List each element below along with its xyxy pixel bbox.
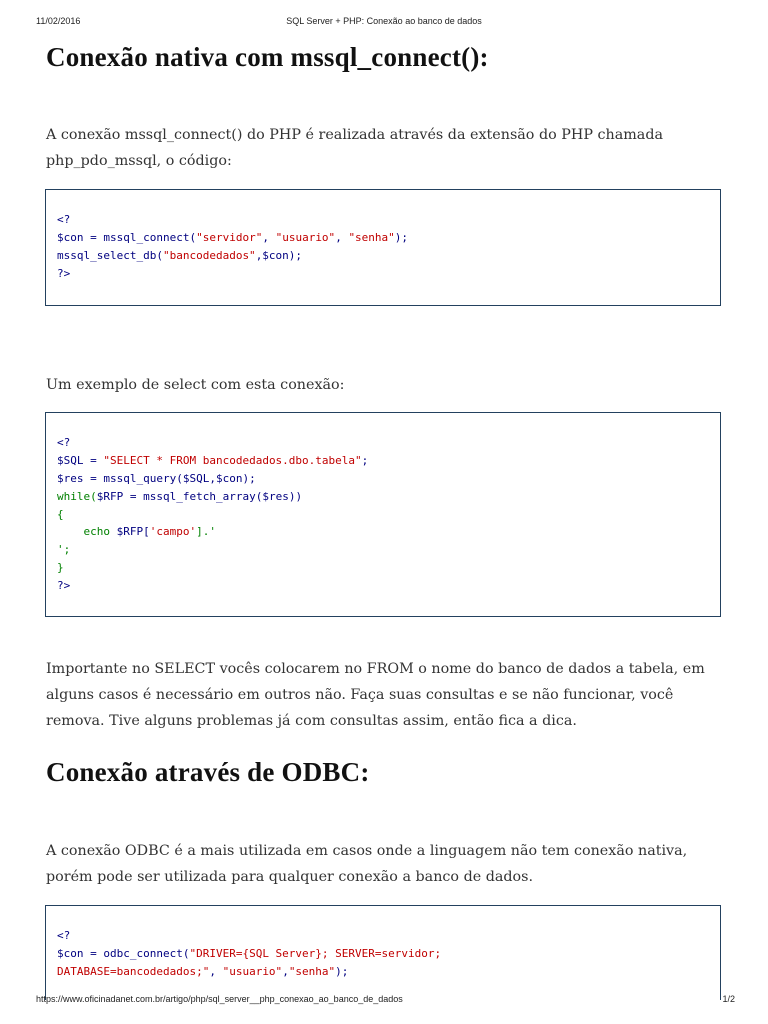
- code-token: DATABASE=bancodedados;": [57, 964, 210, 978]
- code-line: [57, 229, 408, 247]
- code-line: [57, 559, 368, 577]
- code-token: ;: [361, 453, 369, 467]
- code-block-mssql-connect: [45, 189, 721, 306]
- code-line: [57, 963, 441, 981]
- code-content: [57, 927, 441, 981]
- code-token: ,: [335, 230, 349, 244]
- code-token: =: [83, 453, 104, 467]
- code-token: );: [394, 230, 409, 244]
- code-content: [57, 434, 368, 595]
- code-token: while(: [57, 489, 97, 503]
- code-token: [: [143, 525, 150, 539]
- code-line: [57, 541, 368, 559]
- code-token: 'campo': [149, 525, 197, 539]
- code-token: $SQL: [57, 453, 84, 467]
- code-block-odbc-connect: [45, 905, 721, 1000]
- code-token: = odbc_connect(: [83, 946, 190, 960]
- code-token: <?: [57, 213, 71, 226]
- print-page-title: SQL Server + PHP: Conexão ao banco de dados: [286, 16, 482, 26]
- paragraph-important-note: Importante no SELECT vocês colocarem no FROM o nome do banco de dados a tabela, em alguns casos é necessário em outros não. Faça suas consultas e se não funcionar, você remova. Tive alguns problemas já com consultas assim, então fica a dica.: [46, 661, 705, 729]
- code-line: [57, 577, 368, 595]
- code-token: "DRIVER={SQL Server}; SERVER=servidor;: [189, 946, 442, 960]
- page-number: 1/2: [722, 994, 735, 1004]
- code-line: [57, 434, 368, 452]
- code-line: [57, 452, 368, 470]
- code-token: = mssql_connect(: [83, 230, 197, 244]
- heading-native-connection: Conexão nativa com mssql_connect():: [46, 42, 489, 72]
- code-token: $res: [262, 489, 289, 503]
- code-content: [57, 211, 408, 283]
- print-date: 11/02/2016: [36, 16, 81, 26]
- code-line: [57, 211, 408, 229]
- code-token: ?>: [57, 266, 71, 280]
- code-line: [57, 247, 408, 265]
- code-line: [57, 488, 368, 506]
- code-token: "usuario": [222, 964, 283, 978]
- print-header: [0, 16, 768, 30]
- code-line: [57, 265, 408, 283]
- code-token: <?: [57, 436, 71, 449]
- paragraph-select-intro: Um exemplo de select com esta conexão:: [46, 377, 345, 393]
- code-line: [57, 506, 368, 524]
- code-token: $RFP: [96, 489, 124, 503]
- heading-odbc-connection: Conexão através de ODBC:: [46, 757, 370, 787]
- paragraph-native-intro: A conexão mssql_connect() do PHP é realizada através da extensão do PHP chamada php_pdo_mssql, o código:: [46, 127, 664, 169]
- code-token: echo: [57, 525, 117, 539]
- print-footer: [0, 994, 768, 1008]
- code-token: $SQL: [182, 471, 210, 485]
- code-line: [57, 927, 441, 945]
- code-token: = mssql_query(: [83, 471, 183, 485]
- code-token: $con: [57, 230, 84, 244]
- print-url: https://www.oficinadanet.com.br/artigo/php/sql_server__php_conexao_ao_banco_de_dados: [36, 994, 403, 1004]
- code-token: ,$con);: [209, 471, 256, 485]
- code-token: $con: [57, 946, 84, 960]
- code-token: );: [335, 964, 349, 978]
- code-line: [57, 945, 441, 963]
- code-line: [57, 470, 368, 488]
- code-token: "SELECT * FROM bancodedados.dbo.tabela": [103, 453, 362, 467]
- paragraph-odbc-intro: A conexão ODBC é a mais utilizada em casos onde a linguagem não tem conexão nativa, porém pode ser utilizada para qualquer conexão a banco de dados.: [46, 843, 688, 885]
- code-token: mssql_select_db(: [57, 248, 163, 262]
- code-token: ].': [196, 525, 216, 539]
- code-token: ?>: [57, 579, 71, 593]
- code-token: "senha": [348, 230, 395, 244]
- code-token: {: [57, 507, 64, 521]
- code-token: ,: [262, 230, 276, 244]
- code-token: <?: [57, 929, 71, 942]
- code-token: "senha": [288, 964, 336, 978]
- code-token: $RFP: [116, 525, 144, 539]
- code-token: ';: [57, 543, 71, 557]
- code-token: "usuario": [275, 230, 336, 244]
- code-token: "bancodedados": [162, 248, 256, 262]
- code-line: [57, 523, 368, 541]
- code-token: ,$con);: [255, 248, 303, 262]
- code-token: }: [57, 561, 64, 575]
- code-token: ,: [209, 964, 223, 978]
- code-token: )): [288, 489, 303, 503]
- code-token: "servidor": [196, 230, 263, 244]
- code-token: = mssql_fetch_array(: [123, 489, 263, 503]
- code-block-mssql-select: [45, 412, 721, 617]
- code-token: ,: [282, 964, 289, 978]
- code-token: $res: [57, 471, 84, 485]
